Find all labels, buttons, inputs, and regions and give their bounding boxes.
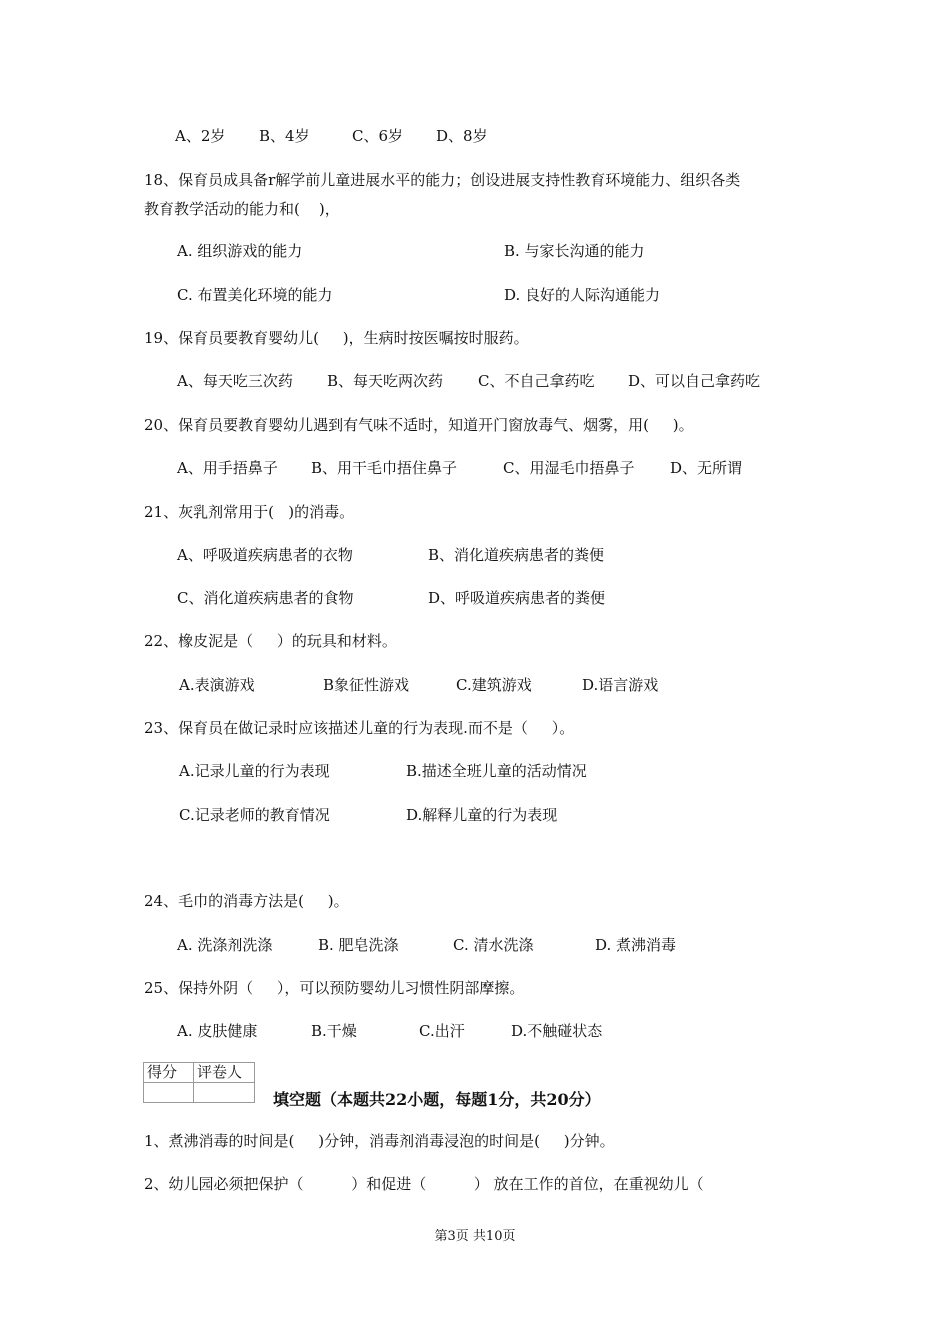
q19-option-b: B、每天吃两次药 (327, 372, 444, 390)
q19-option-a: A、每天吃三次药 (177, 372, 293, 390)
q18-option-a: A. 组织游戏的能力 (177, 242, 303, 260)
q25-option-d: D.不触碰状态 (511, 1022, 603, 1040)
section-title: 填空题（本题共22小题，每题1分，共20分） (273, 1090, 601, 1109)
q23-question: 23、保育员在做记录时应该描述儿童的行为表现.而不是（ ）。 (144, 719, 575, 737)
q21-option-d: D、呼吸道疾病患者的粪便 (428, 589, 606, 607)
q18-option-c: C. 布置美化环境的能力 (177, 286, 333, 304)
q25-option-c: C.出汗 (419, 1022, 465, 1040)
grader-header: 评卷人 (194, 1063, 255, 1083)
q22-option-b: B象征性游戏 (323, 676, 410, 694)
q18-option-d: D. 良好的人际沟通能力 (504, 286, 661, 304)
q21-option-a: A、呼吸道疾病患者的衣物 (177, 546, 353, 564)
q18-question-line2: 教育教学活动的能力和( )， (144, 200, 340, 218)
grader-cell (194, 1083, 255, 1103)
fill-question-1: 1、煮沸消毒的时间是( )分钟，消毒剂消毒浸泡的时间是( )分钟。 (144, 1132, 615, 1150)
q22-option-c: C.建筑游戏 (456, 676, 532, 694)
q18-question-line1: 18、保育员成具备r解学前儿童进展水平的能力；创设进展支持性教育环境能力、组织各类 (144, 171, 741, 189)
page-number: 第3页 共10页 (434, 1229, 516, 1244)
q20-option-d: D、无所谓 (670, 459, 743, 477)
q24-question: 24、毛巾的消毒方法是( )。 (144, 892, 349, 910)
q19-option-c: C、不自己拿药吃 (478, 372, 595, 390)
q23-option-d: D.解释儿童的行为表现 (406, 806, 558, 824)
q24-option-b: B. 肥皂洗涤 (318, 936, 399, 954)
score-cell (144, 1083, 194, 1103)
q21-option-b: B、消化道疾病患者的粪便 (428, 546, 605, 564)
q25-question: 25、保持外阴（ ），可以预防婴幼儿习惯性阴部摩擦。 (144, 979, 525, 997)
q19-question: 19、保育员要教育婴幼儿( )，生病时按医嘱按时服药。 (144, 329, 529, 347)
q25-option-a: A. 皮肤健康 (177, 1022, 258, 1040)
q23-option-b: B.描述全班儿童的活动情况 (406, 762, 587, 780)
q18-option-b: B. 与家长沟通的能力 (504, 242, 645, 260)
score-table-header-row (144, 1063, 255, 1083)
q22-option-d: D.语言游戏 (582, 676, 659, 694)
q24-option-c: C. 清水洗涤 (453, 936, 534, 954)
q20-option-c: C、用湿毛巾捂鼻子 (503, 459, 635, 477)
q21-question: 21、灰乳剂常用于( )的消毒。 (144, 503, 355, 521)
score-table-value-row (144, 1083, 255, 1103)
q17-option-d: D、8岁 (436, 127, 488, 145)
q20-question: 20、保育员要教育婴幼儿遇到有气味不适时，知道开门窗放毒气、烟雾，用( )。 (144, 416, 694, 434)
q21-option-c: C、消化道疾病患者的食物 (177, 589, 354, 607)
q19-option-d: D、可以自己拿药吃 (628, 372, 761, 390)
q17-option-b: B、4岁 (259, 127, 310, 145)
score-header: 得分 (144, 1063, 194, 1083)
q24-option-d: D. 煮沸消毒 (595, 936, 677, 954)
q24-option-a: A. 洗涤剂洗涤 (177, 936, 273, 954)
q23-option-a: A.记录儿童的行为表现 (179, 762, 330, 780)
q25-option-b: B.干燥 (311, 1022, 357, 1040)
q22-question: 22、橡皮泥是（ ）的玩具和材料。 (144, 632, 397, 650)
fill-question-2: 2、幼儿园必须把保护（ ）和促进（ ） 放在工作的首位，在重视幼儿（ (144, 1175, 704, 1193)
q22-option-a: A.表演游戏 (179, 676, 255, 694)
q17-option-c: C、6岁 (352, 127, 404, 145)
q17-option-a: A、2岁 (175, 127, 226, 145)
q20-option-a: A、用手捂鼻子 (177, 459, 278, 477)
score-table (143, 1062, 255, 1103)
q23-option-c: C.记录老师的教育情况 (179, 806, 330, 824)
q20-option-b: B、用干毛巾捂住鼻子 (311, 459, 458, 477)
